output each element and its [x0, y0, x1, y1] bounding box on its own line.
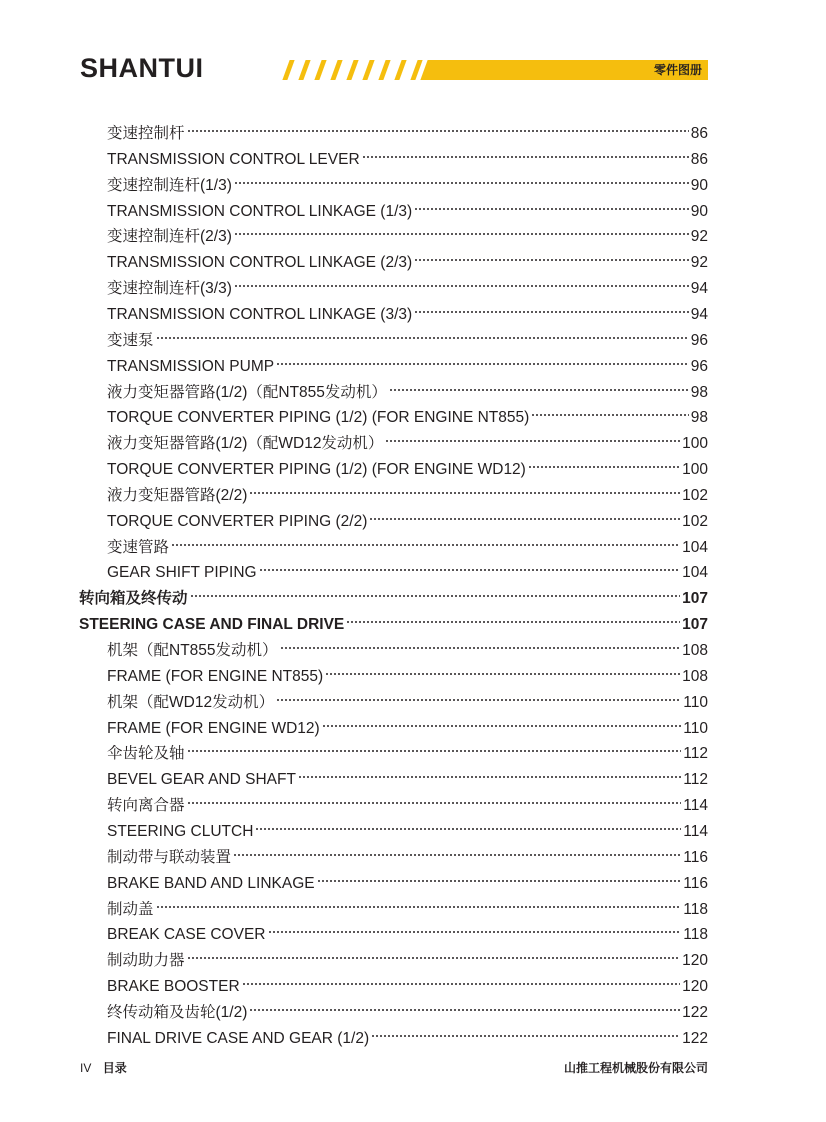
toc-entry[interactable]: [107, 424, 708, 453]
toc-entry-page: 122: [682, 1003, 708, 1021]
dot-leader: [276, 347, 689, 371]
toc-entry-page: 98: [690, 409, 708, 427]
toc-entry-page: 108: [682, 667, 708, 685]
dot-leader: [187, 114, 689, 138]
toc-entry-title: 变速管路: [107, 538, 170, 556]
toc-entry[interactable]: [107, 476, 708, 504]
dot-leader: [156, 321, 689, 345]
toc-entry-page: 108: [682, 642, 708, 659]
toc-entry[interactable]: [107, 243, 708, 272]
toc-entry[interactable]: [107, 786, 708, 815]
toc-section-entry[interactable]: [79, 605, 708, 634]
toc-entry-page: 112: [683, 771, 708, 789]
toc-entry[interactable]: [107, 553, 708, 582]
toc-entry[interactable]: [107, 709, 708, 737]
brand-logo: SHANTUI: [80, 53, 204, 83]
toc-entry[interactable]: [107, 838, 708, 866]
toc-entry-title: 制动盖: [107, 900, 154, 918]
decorative-stripes: [280, 60, 430, 80]
dot-leader: [171, 528, 680, 552]
dot-leader: [187, 941, 681, 965]
toc-entry[interactable]: [107, 373, 708, 401]
toc-entry[interactable]: [107, 734, 708, 763]
toc-entry-title: 变速控制连杆(3/3): [107, 280, 232, 298]
toc-entry-title: TORQUE CONVERTER PIPING (1/2) (FOR ENGINE NT855): [107, 409, 530, 427]
toc-entry[interactable]: [107, 450, 708, 479]
toc-entry-title: 机架（配NT855发动机）: [107, 642, 278, 659]
toc-entry[interactable]: [107, 321, 708, 349]
dot-leader: [346, 605, 680, 629]
toc-entry-title: STEERING CASE AND FINAL DRIVE: [79, 616, 345, 634]
toc-entry-page: 98: [690, 383, 708, 401]
toc-entry-title: TORQUE CONVERTER PIPING (2/2): [107, 512, 368, 530]
dot-leader: [317, 864, 682, 888]
dot-leader: [249, 476, 680, 500]
toc-entry-page: 112: [683, 745, 708, 763]
page-number: IV: [80, 1061, 92, 1075]
toc-entry-page: 90: [690, 202, 708, 220]
dot-leader: [322, 709, 682, 733]
dot-leader: [234, 269, 689, 293]
toc-entry-page: 104: [682, 538, 708, 556]
toc-entry[interactable]: [107, 993, 708, 1021]
toc-entry[interactable]: [107, 502, 708, 530]
dot-leader: [385, 424, 680, 448]
toc-entry-title: TRANSMISSION CONTROL LINKAGE (2/3): [107, 254, 413, 272]
toc-entry-page: 102: [682, 486, 708, 504]
toc-entry-title: BRAKE BAND AND LINKAGE: [107, 874, 315, 892]
toc-entry-page: 114: [683, 797, 708, 815]
toc-entry-page: 100: [682, 461, 708, 479]
toc-entry-title: TRANSMISSION CONTROL LEVER: [107, 150, 360, 168]
dot-leader: [371, 1019, 680, 1043]
toc-entry-title: 变速泵: [107, 331, 154, 349]
toc-entry-title: TRANSMISSION PUMP: [107, 357, 275, 375]
toc-entry-page: 92: [690, 254, 708, 272]
toc-entry[interactable]: [107, 657, 708, 685]
toc-entry[interactable]: [107, 631, 708, 659]
toc-entry-title: 制动助力器: [107, 952, 185, 970]
toc-entry-page: 102: [682, 512, 708, 530]
toc-entry-page: 110: [683, 719, 708, 737]
dot-leader: [280, 631, 681, 655]
toc-entry-title: BRAKE BOOSTER: [107, 978, 240, 996]
toc-entry-title: 转向离合器: [107, 797, 185, 815]
toc-entry-title: 变速控制连杆(1/3): [107, 176, 232, 194]
toc-entry-page: 90: [690, 176, 708, 194]
dot-leader: [362, 140, 689, 164]
toc-entry[interactable]: [107, 140, 708, 168]
dot-leader: [325, 657, 680, 681]
toc-entry-title: FRAME (FOR ENGINE NT855): [107, 667, 324, 685]
toc-entry-title: 变速控制杆: [107, 125, 185, 142]
toc-entry-title: TRANSMISSION CONTROL LINKAGE (3/3): [107, 305, 413, 323]
toc-entry-page: 120: [682, 978, 708, 996]
dot-leader: [531, 398, 688, 422]
toc-entry-title: TORQUE CONVERTER PIPING (1/2) (FOR ENGINE WD12): [107, 461, 526, 479]
toc-entry[interactable]: [107, 890, 708, 918]
toc-entry-page: 92: [690, 228, 708, 246]
toc-entry[interactable]: [107, 269, 708, 298]
dot-leader: [187, 786, 682, 810]
toc-entry[interactable]: [107, 967, 708, 996]
toc-entry-title: 机架（配WD12发动机）: [107, 693, 275, 711]
toc-entry-page: 118: [683, 900, 708, 918]
dot-leader: [369, 502, 680, 526]
toc-entry-page: 94: [690, 280, 708, 298]
toc-entry-title: FINAL DRIVE CASE AND GEAR (1/2): [107, 1029, 370, 1047]
dot-leader: [528, 450, 680, 474]
toc-entry[interactable]: [107, 683, 708, 711]
toc-entry[interactable]: [107, 347, 708, 375]
toc-entry[interactable]: [107, 760, 708, 789]
toc-section-entry[interactable]: [79, 579, 708, 608]
toc-entry[interactable]: [107, 166, 708, 194]
toc-entry-title: 终传动箱及齿轮(1/2): [107, 1003, 248, 1021]
toc-entry-page: 110: [683, 693, 708, 711]
toc-entry[interactable]: [107, 217, 708, 246]
catalog-label: 零件图册: [653, 63, 702, 77]
toc-entry[interactable]: [107, 915, 708, 944]
toc-entry-title: 液力变矩器管路(2/2): [107, 486, 248, 504]
dot-leader: [190, 579, 681, 603]
toc-entry-title: STEERING CLUTCH: [107, 822, 254, 840]
page-header: [0, 0, 826, 100]
footer-section: [80, 1060, 127, 1076]
toc-entry-page: 116: [683, 874, 708, 892]
toc-entry-page: 100: [682, 435, 708, 453]
toc-entry-title: 制动带与联动装置: [107, 848, 232, 866]
toc-entry-title: 转向箱及终传动: [79, 590, 188, 608]
dot-leader: [414, 295, 689, 319]
toc-entry-page: 86: [690, 150, 708, 168]
toc-entry-title: 液力变矩器管路(1/2)（配NT855发动机）: [107, 383, 387, 401]
dot-leader: [234, 217, 689, 241]
toc-entry-page: 118: [683, 926, 708, 944]
toc-entry-page: 96: [690, 331, 708, 349]
toc-entry-page: 116: [683, 848, 708, 866]
toc-entry-title: 伞齿轮及轴: [107, 745, 185, 763]
toc-entry-page: 96: [690, 357, 708, 375]
toc-entry[interactable]: [107, 864, 708, 892]
dot-leader: [276, 683, 681, 707]
toc-entry-title: FRAME (FOR ENGINE WD12): [107, 719, 320, 737]
dot-leader: [259, 553, 681, 577]
toc-entry-title: BEVEL GEAR AND SHAFT: [107, 771, 296, 789]
toc-entry-title: GEAR SHIFT PIPING: [107, 564, 257, 582]
toc-entry[interactable]: [107, 114, 708, 142]
dot-leader: [414, 192, 689, 216]
toc-entry-title: TRANSMISSION CONTROL LINKAGE (1/3): [107, 202, 413, 220]
toc-entry-page: 107: [682, 616, 708, 634]
toc-entry[interactable]: [107, 1019, 708, 1047]
dot-leader: [233, 838, 681, 862]
toc-entry-page: 86: [690, 125, 708, 142]
toc-entry-title: 液力变矩器管路(1/2)（配WD12发动机）: [107, 435, 384, 453]
toc-entry-title: 变速控制连杆(2/3): [107, 228, 232, 246]
dot-leader: [242, 967, 680, 991]
toc-entry[interactable]: [107, 941, 708, 970]
toc-entry[interactable]: [107, 812, 708, 840]
dot-leader: [187, 734, 682, 758]
dot-leader: [268, 915, 682, 939]
toc-entry[interactable]: [107, 295, 708, 323]
dot-leader: [298, 760, 681, 784]
dot-leader: [389, 373, 689, 397]
toc-entry-page: 94: [690, 305, 708, 323]
toc-entry-page: 120: [682, 952, 708, 970]
dot-leader: [255, 812, 681, 836]
header-bar: [432, 60, 708, 80]
dot-leader: [249, 993, 680, 1017]
toc-entry-page: 114: [683, 822, 708, 840]
dot-leader: [414, 243, 689, 267]
toc-entry[interactable]: [107, 528, 708, 556]
toc-entry-page: 104: [682, 564, 708, 582]
toc-entry[interactable]: [107, 398, 708, 427]
toc-entry[interactable]: [107, 192, 708, 220]
toc-entry-title: BREAK CASE COVER: [107, 926, 266, 944]
company-name: 山推工程机械股份有限公司: [563, 1061, 708, 1075]
dot-leader: [156, 890, 682, 914]
toc-entry-page: 122: [682, 1029, 708, 1047]
section-title: 目录: [102, 1061, 127, 1075]
dot-leader: [234, 166, 689, 190]
toc-entry-page: 107: [682, 590, 708, 608]
